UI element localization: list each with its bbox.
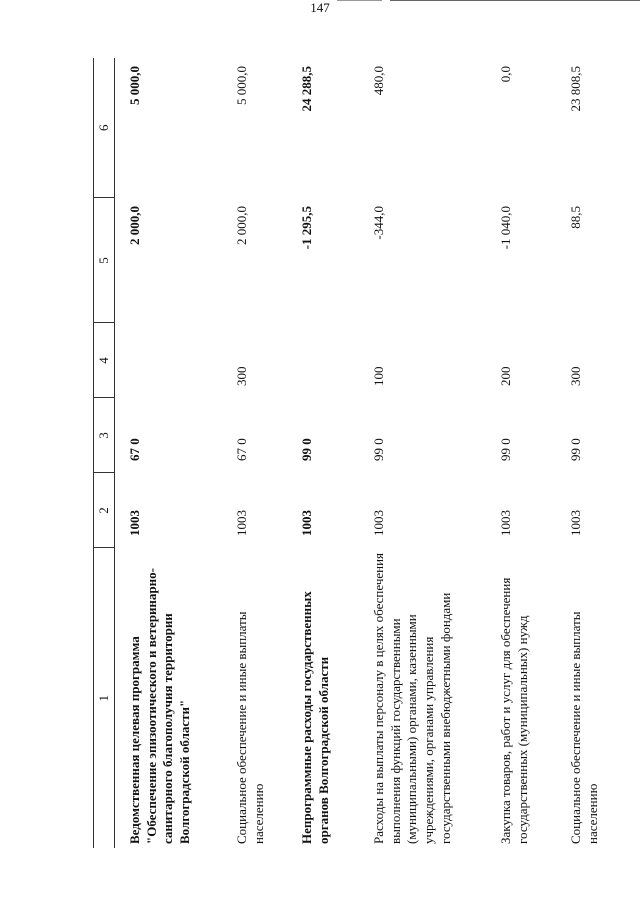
change-amount: 88,5 [568, 206, 583, 229]
expense-type-code: 300 [568, 366, 583, 386]
program-code: 99 0 [498, 438, 513, 461]
total-amount: 0,0 [498, 66, 513, 83]
expense-type-code: 300 [234, 366, 249, 386]
total-amount: 5 000,0 [127, 66, 142, 105]
total-amount: 5 000,0 [234, 66, 249, 105]
column-header-3: 3 [94, 398, 115, 473]
program-code: 67 0 [234, 438, 249, 461]
table-row [287, 58, 359, 848]
program-code: 99 0 [568, 438, 583, 461]
table-row [222, 58, 287, 848]
change-amount: -1 040,0 [498, 206, 513, 250]
program-code: 99 0 [299, 438, 314, 461]
table-row [556, 58, 626, 848]
row-name: Социальное обеспечение и иные выплаты населению [568, 611, 600, 844]
section-code: 1003 [498, 510, 513, 536]
expense-type-code [287, 323, 359, 398]
column-header-2: 2 [94, 473, 115, 548]
change-amount: -344,0 [371, 206, 386, 240]
expense-type-code [115, 323, 223, 398]
table-row [486, 58, 556, 848]
program-code: 99 0 [371, 438, 386, 461]
expense-type-code: 100 [371, 366, 386, 386]
section-code: 1003 [234, 510, 249, 536]
change-amount: 2 000,0 [234, 206, 249, 245]
section-code: 1003 [371, 510, 386, 536]
total-amount: 23 808,5 [568, 66, 583, 112]
table-header-row [94, 58, 115, 848]
budget-table-container [93, 58, 600, 848]
budget-table [93, 58, 626, 848]
total-amount: 24 288,5 [299, 66, 314, 112]
row-name: Непрограммные расходы государственных органов Волгоградской области [299, 591, 331, 844]
column-header-6: 6 [94, 58, 115, 198]
table-row [359, 58, 486, 848]
column-header-5: 5 [94, 198, 115, 323]
row-name: Ведомственная целевая программа "Обеспечение эпизоотического и ветеринарно-санитарного благополучия территории Волгоградской области" [127, 568, 192, 844]
expense-type-code: 200 [498, 366, 513, 386]
program-code: 67 0 [127, 438, 142, 461]
change-amount: -1 295,5 [299, 206, 314, 250]
column-header-1: 1 [94, 548, 115, 848]
table-row [115, 58, 223, 848]
section-code: 1003 [568, 510, 583, 536]
change-amount: 2 000,0 [127, 206, 142, 245]
section-code: 1003 [299, 510, 314, 536]
page-number: 147 [310, 0, 330, 15]
column-header-4: 4 [94, 323, 115, 398]
section-code: 1003 [127, 510, 142, 536]
row-name: Социальное обеспечение и иные выплаты населению [234, 611, 266, 844]
row-name: Расходы на выплаты персоналу в целях обеспечения выполнения функций государственными (муниципальными) органами, казенными учреждениями, органами управления государственными внебюджетными фондами [371, 552, 453, 844]
row-name: Закупка товаров, работ и услуг для обеспечения государственных (муниципальных) нужд [498, 577, 530, 844]
total-amount: 480,0 [371, 66, 386, 96]
